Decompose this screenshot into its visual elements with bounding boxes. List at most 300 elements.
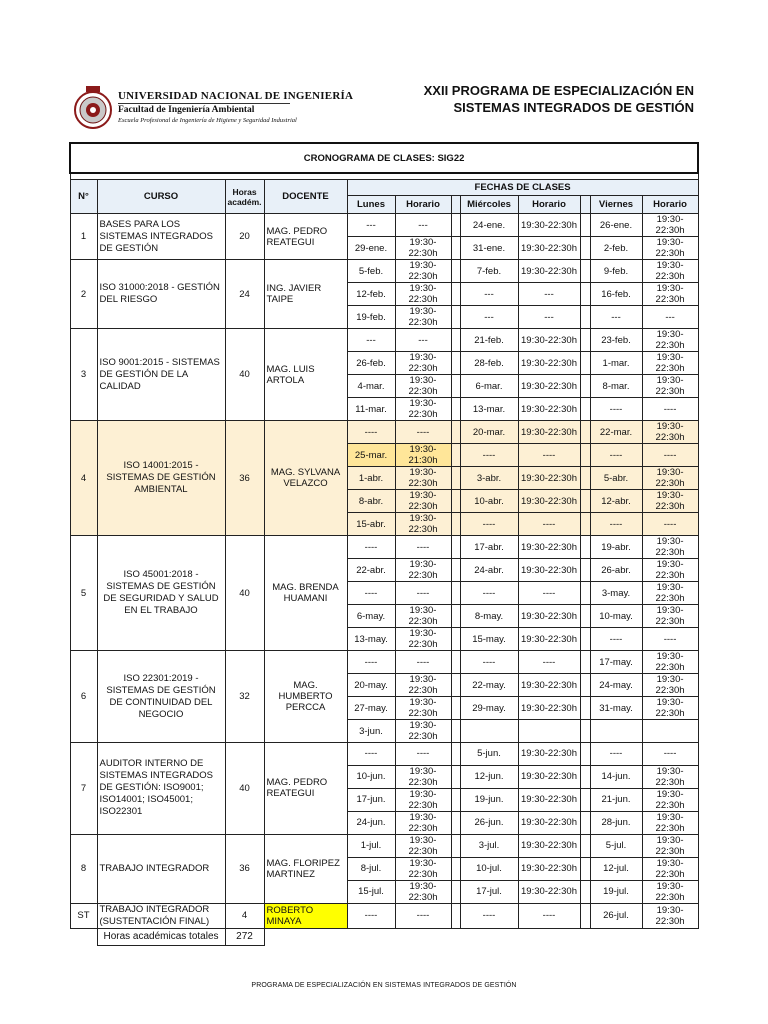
column-gap xyxy=(580,283,590,306)
schedule-body xyxy=(70,214,698,946)
friday-date: 31-may. xyxy=(590,697,642,720)
monday-schedule: 19:30-22:30h xyxy=(395,490,451,513)
wednesday-date: 26-jun. xyxy=(460,811,518,834)
friday-date: 5-jul. xyxy=(590,834,642,857)
table-row xyxy=(70,329,698,352)
course-teacher: MAG. HUMBERTO PERCCA xyxy=(264,651,347,743)
table-row xyxy=(70,903,698,928)
wednesday-schedule: 19:30-22:30h xyxy=(518,467,580,490)
wednesday-date: 20-mar. xyxy=(460,421,518,444)
wednesday-schedule: 19:30-22:30h xyxy=(518,375,580,398)
wednesday-date: ---- xyxy=(460,444,518,467)
friday-date: 23-feb. xyxy=(590,329,642,352)
monday-schedule: 19:30-21:30h xyxy=(395,444,451,467)
table-row xyxy=(70,651,698,674)
monday-schedule: --- xyxy=(395,329,451,352)
column-gap xyxy=(580,605,590,628)
wednesday-date: 28-feb. xyxy=(460,352,518,375)
column-gap xyxy=(580,352,590,375)
wednesday-date: 7-feb. xyxy=(460,260,518,283)
friday-schedule: 19:30-22:30h xyxy=(642,329,698,352)
wednesday-schedule: ---- xyxy=(518,513,580,536)
wednesday-date: 24-ene. xyxy=(460,214,518,237)
friday-date: 9-feb. xyxy=(590,260,642,283)
column-gap xyxy=(580,582,590,605)
column-gap xyxy=(580,674,590,697)
col-header-course: CURSO xyxy=(97,180,225,214)
friday-date: 22-mar. xyxy=(590,421,642,444)
friday-schedule: 19:30-22:30h xyxy=(642,421,698,444)
friday-date: ---- xyxy=(590,513,642,536)
col-header-hours-line-2: académ. xyxy=(227,196,262,207)
column-gap xyxy=(451,260,460,283)
friday-date xyxy=(590,720,642,743)
col-header-teacher: DOCENTE xyxy=(264,180,347,214)
friday-schedule: 19:30-22:30h xyxy=(642,880,698,903)
friday-schedule: ---- xyxy=(642,513,698,536)
course-hours: 24 xyxy=(225,260,264,329)
wednesday-date: 12-jun. xyxy=(460,765,518,788)
monday-schedule: 19:30-22:30h xyxy=(395,697,451,720)
wednesday-schedule: 19:30-22:30h xyxy=(518,559,580,582)
friday-date: 19-abr. xyxy=(590,536,642,559)
wednesday-schedule: 19:30-22:30h xyxy=(518,536,580,559)
friday-date: ---- xyxy=(590,444,642,467)
monday-date: 11-mar. xyxy=(347,398,395,421)
friday-schedule: 19:30-22:30h xyxy=(642,237,698,260)
column-gap xyxy=(580,857,590,880)
wednesday-date: ---- xyxy=(460,903,518,928)
program-title-line-2: SISTEMAS INTEGRADOS DE GESTIÓN xyxy=(453,100,694,115)
table-row xyxy=(70,743,698,766)
table-row xyxy=(70,421,698,444)
friday-schedule: 19:30-22:30h xyxy=(642,490,698,513)
course-teacher: MAG. PEDRO REATEGUI xyxy=(264,743,347,835)
friday-schedule: 19:30-22:30h xyxy=(642,811,698,834)
column-gap xyxy=(580,329,590,352)
column-gap xyxy=(580,398,590,421)
course-name: ISO 31000:2018 - GESTIÓN DEL RIESGO xyxy=(97,260,225,329)
course-name: AUDITOR INTERNO DE SISTEMAS INTEGRADOS DE GESTIÓN: ISO9001; ISO14001; ISO45001; ISO22301 xyxy=(97,743,225,835)
monday-schedule: ---- xyxy=(395,421,451,444)
course-teacher: MAG. BRENDA HUAMANI xyxy=(264,536,347,651)
wednesday-schedule: ---- xyxy=(518,582,580,605)
col-header-wednesday-schedule: Horario xyxy=(518,196,580,214)
course-number: 8 xyxy=(70,834,97,903)
wednesday-date: 10-jul. xyxy=(460,857,518,880)
monday-schedule: 19:30-22:30h xyxy=(395,306,451,329)
wednesday-schedule: 19:30-22:30h xyxy=(518,880,580,903)
column-gap xyxy=(580,237,590,260)
wednesday-schedule: 19:30-22:30h xyxy=(518,788,580,811)
program-title-line-1: XXII PROGRAMA DE ESPECIALIZACIÓN EN xyxy=(423,83,694,98)
wednesday-date: 6-mar. xyxy=(460,375,518,398)
wednesday-date: 17-abr. xyxy=(460,536,518,559)
friday-schedule: 19:30-22:30h xyxy=(642,857,698,880)
wednesday-schedule: 19:30-22:30h xyxy=(518,260,580,283)
wednesday-date: 17-jul. xyxy=(460,880,518,903)
wednesday-date: 29-may. xyxy=(460,697,518,720)
monday-schedule: ---- xyxy=(395,536,451,559)
course-name: ISO 45001:2018 - SISTEMAS DE GESTIÓN DE SEGURIDAD Y SALUD EN EL TRABAJO xyxy=(97,536,225,651)
course-teacher: ROBERTO MINAYA xyxy=(264,903,347,928)
column-gap xyxy=(580,628,590,651)
friday-date: --- xyxy=(590,306,642,329)
column-gap xyxy=(580,834,590,857)
wednesday-date: 15-may. xyxy=(460,628,518,651)
friday-date: 26-ene. xyxy=(590,214,642,237)
course-hours: 36 xyxy=(225,421,264,536)
class-schedule-table xyxy=(69,142,699,946)
monday-schedule: 19:30-22:30h xyxy=(395,559,451,582)
column-gap xyxy=(580,375,590,398)
monday-schedule: 19:30-22:30h xyxy=(395,375,451,398)
column-gap xyxy=(451,421,460,444)
wednesday-schedule: 19:30-22:30h xyxy=(518,421,580,444)
monday-schedule: 19:30-22:30h xyxy=(395,674,451,697)
course-hours: 36 xyxy=(225,834,264,903)
monday-schedule: 19:30-22:30h xyxy=(395,283,451,306)
monday-date: 26-feb. xyxy=(347,352,395,375)
monday-date: --- xyxy=(347,329,395,352)
friday-date: ---- xyxy=(590,398,642,421)
friday-date: 3-may. xyxy=(590,582,642,605)
column-gap xyxy=(580,743,590,766)
monday-date: ---- xyxy=(347,582,395,605)
friday-date: 17-may. xyxy=(590,651,642,674)
column-gap xyxy=(451,628,460,651)
school-name: Escuela Profesional de Ingeniería de Higiene y Seguridad Industrial xyxy=(118,117,297,124)
wednesday-date: 8-may. xyxy=(460,605,518,628)
course-number: 1 xyxy=(70,214,97,260)
friday-schedule: ---- xyxy=(642,628,698,651)
friday-date: 21-jun. xyxy=(590,788,642,811)
friday-date: 19-jul. xyxy=(590,880,642,903)
column-gap xyxy=(580,444,590,467)
column-gap xyxy=(451,467,460,490)
column-gap xyxy=(451,903,460,928)
empty-cell xyxy=(264,928,698,945)
wednesday-schedule: 19:30-22:30h xyxy=(518,743,580,766)
wednesday-date: ---- xyxy=(460,582,518,605)
wednesday-schedule: --- xyxy=(518,306,580,329)
course-teacher: MAG. LUIS ARTOLA xyxy=(264,329,347,421)
friday-date: ---- xyxy=(590,743,642,766)
course-number: 6 xyxy=(70,651,97,743)
wednesday-schedule: 19:30-22:30h xyxy=(518,857,580,880)
course-hours: 4 xyxy=(225,903,264,928)
column-gap xyxy=(580,306,590,329)
column-gap xyxy=(580,214,590,237)
monday-date: 19-feb. xyxy=(347,306,395,329)
column-gap xyxy=(451,536,460,559)
table-row xyxy=(70,214,698,237)
col-header-num: N° xyxy=(70,180,97,214)
monday-date: 5-feb. xyxy=(347,260,395,283)
monday-date: 29-ene. xyxy=(347,237,395,260)
wednesday-date: ---- xyxy=(460,513,518,536)
friday-date: 10-may. xyxy=(590,605,642,628)
column-gap xyxy=(451,651,460,674)
wednesday-date: 24-abr. xyxy=(460,559,518,582)
monday-schedule: 19:30-22:30h xyxy=(395,834,451,857)
column-gap xyxy=(451,720,460,743)
wednesday-schedule: 19:30-22:30h xyxy=(518,811,580,834)
table-row xyxy=(70,260,698,283)
column-gap xyxy=(451,375,460,398)
col-header-hours xyxy=(225,180,264,214)
table-row xyxy=(70,834,698,857)
col-header-gap xyxy=(580,196,590,214)
friday-schedule: 19:30-22:30h xyxy=(642,536,698,559)
friday-schedule: 19:30-22:30h xyxy=(642,283,698,306)
document-header xyxy=(0,0,768,142)
column-gap xyxy=(451,513,460,536)
column-gap xyxy=(580,651,590,674)
wednesday-date: 13-mar. xyxy=(460,398,518,421)
wednesday-date: --- xyxy=(460,306,518,329)
column-gap xyxy=(451,582,460,605)
column-gap xyxy=(451,559,460,582)
column-gap xyxy=(580,720,590,743)
monday-date: 8-abr. xyxy=(347,490,395,513)
wednesday-schedule: ---- xyxy=(518,651,580,674)
wednesday-date: ---- xyxy=(460,651,518,674)
column-gap xyxy=(580,490,590,513)
course-teacher: ING. JAVIER TAIPE xyxy=(264,260,347,329)
column-gap xyxy=(580,260,590,283)
friday-schedule: ---- xyxy=(642,444,698,467)
friday-date: 26-abr. xyxy=(590,559,642,582)
university-name: UNIVERSIDAD NACIONAL DE INGENIERÍA xyxy=(118,90,354,102)
friday-date: 8-mar. xyxy=(590,375,642,398)
wednesday-schedule: 19:30-22:30h xyxy=(518,214,580,237)
course-name: ISO 22301:2019 - SISTEMAS DE GESTIÓN DE CONTINUIDAD DEL NEGOCIO xyxy=(97,651,225,743)
column-gap xyxy=(451,788,460,811)
column-gap xyxy=(580,559,590,582)
monday-date: 1-jul. xyxy=(347,834,395,857)
monday-date: 17-jun. xyxy=(347,788,395,811)
course-name: TRABAJO INTEGRADOR (SUSTENTACIÓN FINAL) xyxy=(97,903,225,928)
friday-schedule: 19:30-22:30h xyxy=(642,214,698,237)
column-gap xyxy=(451,490,460,513)
column-gap xyxy=(451,743,460,766)
university-rule xyxy=(118,103,290,104)
monday-schedule: 19:30-22:30h xyxy=(395,605,451,628)
friday-date: 24-may. xyxy=(590,674,642,697)
monday-schedule: 19:30-22:30h xyxy=(395,857,451,880)
friday-schedule: 19:30-22:30h xyxy=(642,467,698,490)
university-name-block xyxy=(118,90,353,126)
friday-schedule: 19:30-22:30h xyxy=(642,352,698,375)
column-gap xyxy=(451,765,460,788)
column-gap xyxy=(580,697,590,720)
empty-cell xyxy=(70,928,97,945)
course-number: 5 xyxy=(70,536,97,651)
monday-date: --- xyxy=(347,214,395,237)
course-number: 7 xyxy=(70,743,97,835)
friday-date: 28-jun. xyxy=(590,811,642,834)
wednesday-schedule: --- xyxy=(518,283,580,306)
col-header-monday-schedule: Horario xyxy=(395,196,451,214)
friday-date: ---- xyxy=(590,628,642,651)
course-name: TRABAJO INTEGRADOR xyxy=(97,834,225,903)
friday-schedule: 19:30-22:30h xyxy=(642,765,698,788)
column-gap xyxy=(580,513,590,536)
col-header-gap xyxy=(451,196,460,214)
col-header-dates: FECHAS DE CLASES xyxy=(347,180,698,196)
university-seal-icon xyxy=(74,84,112,134)
friday-schedule: 19:30-22:30h xyxy=(642,651,698,674)
monday-schedule: 19:30-22:30h xyxy=(395,788,451,811)
course-name: ISO 9001:2015 - SISTEMAS DE GESTIÓN DE LA CALIDAD xyxy=(97,329,225,421)
monday-date: ---- xyxy=(347,536,395,559)
monday-schedule: 19:30-22:30h xyxy=(395,765,451,788)
monday-schedule: 19:30-22:30h xyxy=(395,720,451,743)
friday-schedule: 19:30-22:30h xyxy=(642,697,698,720)
monday-schedule: 19:30-22:30h xyxy=(395,237,451,260)
monday-date: 20-may. xyxy=(347,674,395,697)
wednesday-date: 21-feb. xyxy=(460,329,518,352)
friday-schedule: 19:30-22:30h xyxy=(642,903,698,928)
friday-schedule: 19:30-22:30h xyxy=(642,260,698,283)
wednesday-date xyxy=(460,720,518,743)
schedule-title: CRONOGRAMA DE CLASES: SIG22 xyxy=(70,143,698,173)
monday-schedule: 19:30-22:30h xyxy=(395,352,451,375)
page-footer: PROGRAMA DE ESPECIALIZACIÓN EN SISTEMAS INTEGRADOS DE GESTIÓN xyxy=(251,982,517,989)
monday-date: 3-jun. xyxy=(347,720,395,743)
monday-schedule: ---- xyxy=(395,743,451,766)
monday-date: 27-may. xyxy=(347,697,395,720)
program-title xyxy=(424,82,694,116)
monday-schedule: 19:30-22:30h xyxy=(395,467,451,490)
monday-date: 8-jul. xyxy=(347,857,395,880)
wednesday-schedule: 19:30-22:30h xyxy=(518,674,580,697)
col-header-monday: Lunes xyxy=(347,196,395,214)
column-gap xyxy=(451,306,460,329)
wednesday-schedule: 19:30-22:30h xyxy=(518,490,580,513)
friday-schedule: 19:30-22:30h xyxy=(642,605,698,628)
course-number: 4 xyxy=(70,421,97,536)
column-gap xyxy=(451,237,460,260)
column-gap xyxy=(451,214,460,237)
wednesday-schedule: 19:30-22:30h xyxy=(518,237,580,260)
column-gap xyxy=(580,903,590,928)
wednesday-date: 22-may. xyxy=(460,674,518,697)
friday-date: 5-abr. xyxy=(590,467,642,490)
course-name: ISO 14001:2015 - SISTEMAS DE GESTIÓN AMBIENTAL xyxy=(97,421,225,536)
monday-schedule: ---- xyxy=(395,903,451,928)
wednesday-schedule: 19:30-22:30h xyxy=(518,628,580,651)
course-hours: 40 xyxy=(225,536,264,651)
monday-schedule: 19:30-22:30h xyxy=(395,880,451,903)
course-hours: 20 xyxy=(225,214,264,260)
col-header-hours-line-1: Horas xyxy=(232,186,257,197)
friday-schedule: 19:30-22:30h xyxy=(642,375,698,398)
column-gap xyxy=(580,421,590,444)
wednesday-schedule: 19:30-22:30h xyxy=(518,329,580,352)
col-header-friday-schedule: Horario xyxy=(642,196,698,214)
col-header-wednesday: Miércoles xyxy=(460,196,518,214)
monday-date: ---- xyxy=(347,651,395,674)
course-number: ST xyxy=(70,903,97,928)
monday-date: 25-mar. xyxy=(347,444,395,467)
friday-schedule xyxy=(642,720,698,743)
wednesday-date: 31-ene. xyxy=(460,237,518,260)
column-gap xyxy=(580,788,590,811)
wednesday-date: 19-jun. xyxy=(460,788,518,811)
table-row xyxy=(70,536,698,559)
friday-schedule: 19:30-22:30h xyxy=(642,559,698,582)
column-gap xyxy=(451,880,460,903)
friday-date: 26-jul. xyxy=(590,903,642,928)
friday-schedule: ---- xyxy=(642,398,698,421)
total-hours-value: 272 xyxy=(225,928,264,945)
course-name: BASES PARA LOS SISTEMAS INTEGRADOS DE GESTIÓN xyxy=(97,214,225,260)
monday-schedule: --- xyxy=(395,214,451,237)
column-gap xyxy=(580,880,590,903)
course-teacher: MAG. SYLVANA VELAZCO xyxy=(264,421,347,536)
column-gap xyxy=(451,834,460,857)
friday-schedule: ---- xyxy=(642,743,698,766)
monday-date: 1-abr. xyxy=(347,467,395,490)
monday-date: ---- xyxy=(347,421,395,444)
column-gap xyxy=(451,283,460,306)
monday-date: 22-abr. xyxy=(347,559,395,582)
monday-schedule: 19:30-22:30h xyxy=(395,398,451,421)
faculty-name: Facultad de Ingeniería Ambiental xyxy=(118,105,255,115)
monday-schedule: 19:30-22:30h xyxy=(395,513,451,536)
monday-date: 15-jul. xyxy=(347,880,395,903)
wednesday-date: --- xyxy=(460,283,518,306)
monday-schedule: ---- xyxy=(395,651,451,674)
wednesday-schedule: ---- xyxy=(518,903,580,928)
friday-schedule: 19:30-22:30h xyxy=(642,788,698,811)
wednesday-schedule: 19:30-22:30h xyxy=(518,352,580,375)
course-hours: 40 xyxy=(225,329,264,421)
friday-date: 1-mar. xyxy=(590,352,642,375)
column-gap xyxy=(580,765,590,788)
course-hours: 32 xyxy=(225,651,264,743)
column-gap xyxy=(451,329,460,352)
column-gap xyxy=(451,857,460,880)
monday-date: 4-mar. xyxy=(347,375,395,398)
column-gap xyxy=(451,811,460,834)
course-hours: 40 xyxy=(225,743,264,835)
wednesday-schedule: 19:30-22:30h xyxy=(518,765,580,788)
column-gap xyxy=(580,811,590,834)
course-number: 3 xyxy=(70,329,97,421)
friday-date: 14-jun. xyxy=(590,765,642,788)
column-gap xyxy=(451,674,460,697)
column-gap xyxy=(451,605,460,628)
course-teacher: MAG. FLORIPEZ MARTINEZ xyxy=(264,834,347,903)
column-gap xyxy=(580,467,590,490)
friday-date: 12-abr. xyxy=(590,490,642,513)
wednesday-schedule: ---- xyxy=(518,444,580,467)
course-teacher: MAG. PEDRO REATEGUI xyxy=(264,214,347,260)
column-gap xyxy=(451,352,460,375)
monday-date: 15-abr. xyxy=(347,513,395,536)
column-gap xyxy=(451,697,460,720)
monday-schedule: ---- xyxy=(395,582,451,605)
monday-date: 6-may. xyxy=(347,605,395,628)
column-gap xyxy=(451,444,460,467)
wednesday-date: 5-jun. xyxy=(460,743,518,766)
total-hours-row xyxy=(70,928,698,945)
monday-date: 13-may. xyxy=(347,628,395,651)
col-header-friday: Viernes xyxy=(590,196,642,214)
